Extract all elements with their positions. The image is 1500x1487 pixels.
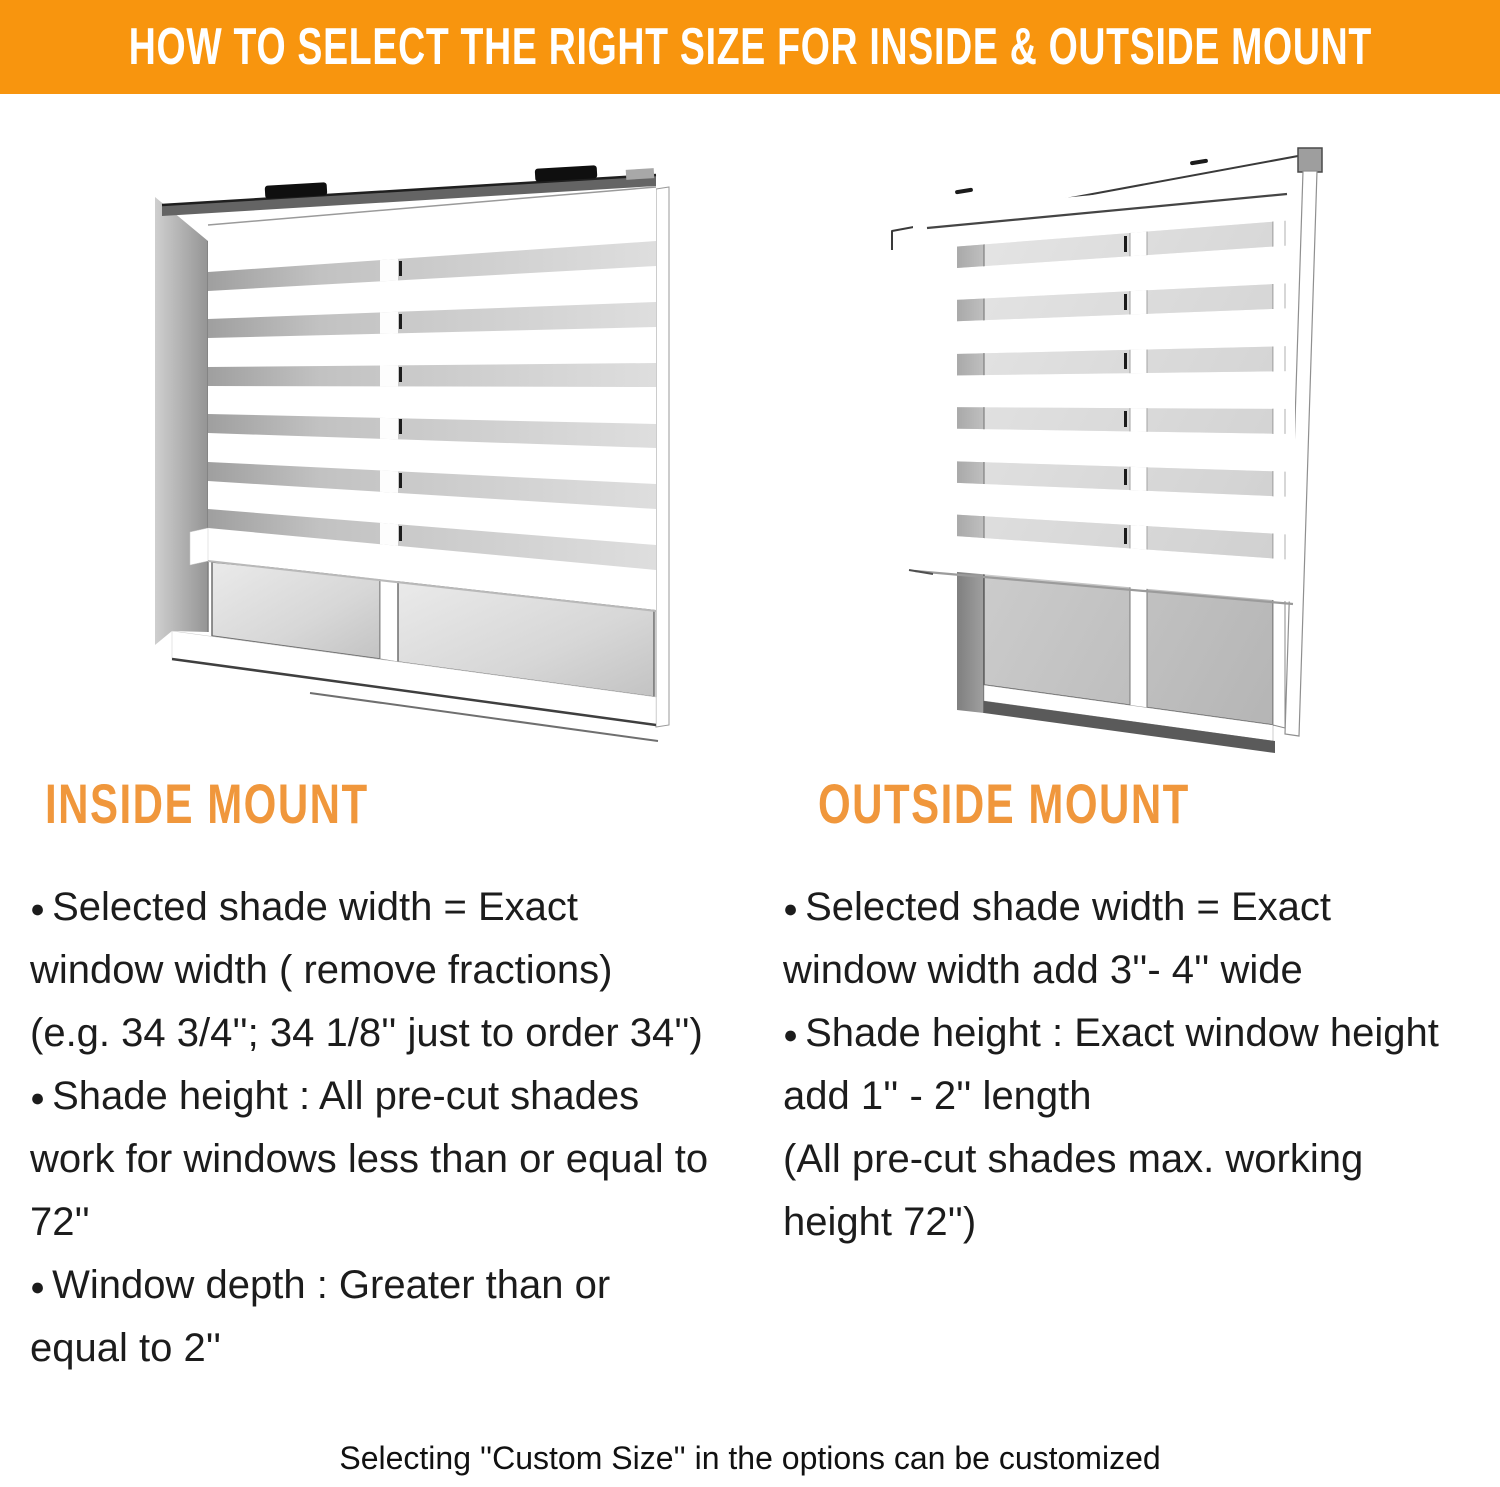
screw-mark-icon [1190,159,1208,166]
inside-mount-instructions [30,876,708,1380]
bullet-icon: ● [30,1273,53,1301]
bullet-line: (All pre-cut shades max. working [783,1137,1364,1181]
bullet-line: height 72'') [783,1200,977,1244]
banner-title: HOW TO SELECT THE RIGHT SIZE FOR INSIDE & OUTSIDE MOUNT [128,18,1372,76]
bullet-line: ●Shade height : All pre-cut shades [30,1074,640,1118]
bullet-icon: ● [783,1021,806,1049]
bullet-icon: ● [30,1084,53,1112]
bullet-line: work for windows less than or equal to [30,1137,709,1181]
mount-bracket-icon [1298,148,1322,172]
inside-mount-illustration [150,155,680,750]
bullet-icon: ● [783,895,806,923]
inside-mount-heading-text: INSIDE MOUNT [45,772,369,835]
bullet-line: equal to 2'' [30,1326,221,1370]
shade-bottom-rail-lip [190,528,208,565]
zebra-shade [190,185,656,615]
bullet-line: 72'' [30,1200,90,1244]
bullet-line: window width ( remove fractions) [30,948,613,992]
bullet-line: (e.g. 34 3/4''; 34 1/8'' just to order 34'') [30,1011,703,1055]
outside-mount-heading-text: OUTSIDE MOUNT [818,772,1190,835]
screw-mark-icon [955,188,973,195]
bullet-line: ●Window depth : Greater than or [30,1263,611,1307]
custom-size-note: Selecting ''Custom Size'' in the options can be customized [339,1440,1161,1476]
outside-mount-illustration [885,140,1445,770]
window-jamb [155,197,208,645]
bullet-icon: ● [30,895,53,923]
window-right-frame [656,187,669,727]
inside-mount-heading [45,772,477,835]
bullet-line: window width add 3''- 4'' wide [783,948,1303,992]
bullet-line: ●Selected shade width = Exact [30,885,578,929]
bullet-line: ●Shade height : Exact window height [783,1011,1439,1055]
outside-mount-heading [818,772,1314,835]
outside-mount-instructions [783,876,1439,1254]
bullet-line: ●Selected shade width = Exact [783,885,1331,929]
bullet-line: add 1'' - 2'' length [783,1074,1092,1118]
banner [0,0,1500,94]
